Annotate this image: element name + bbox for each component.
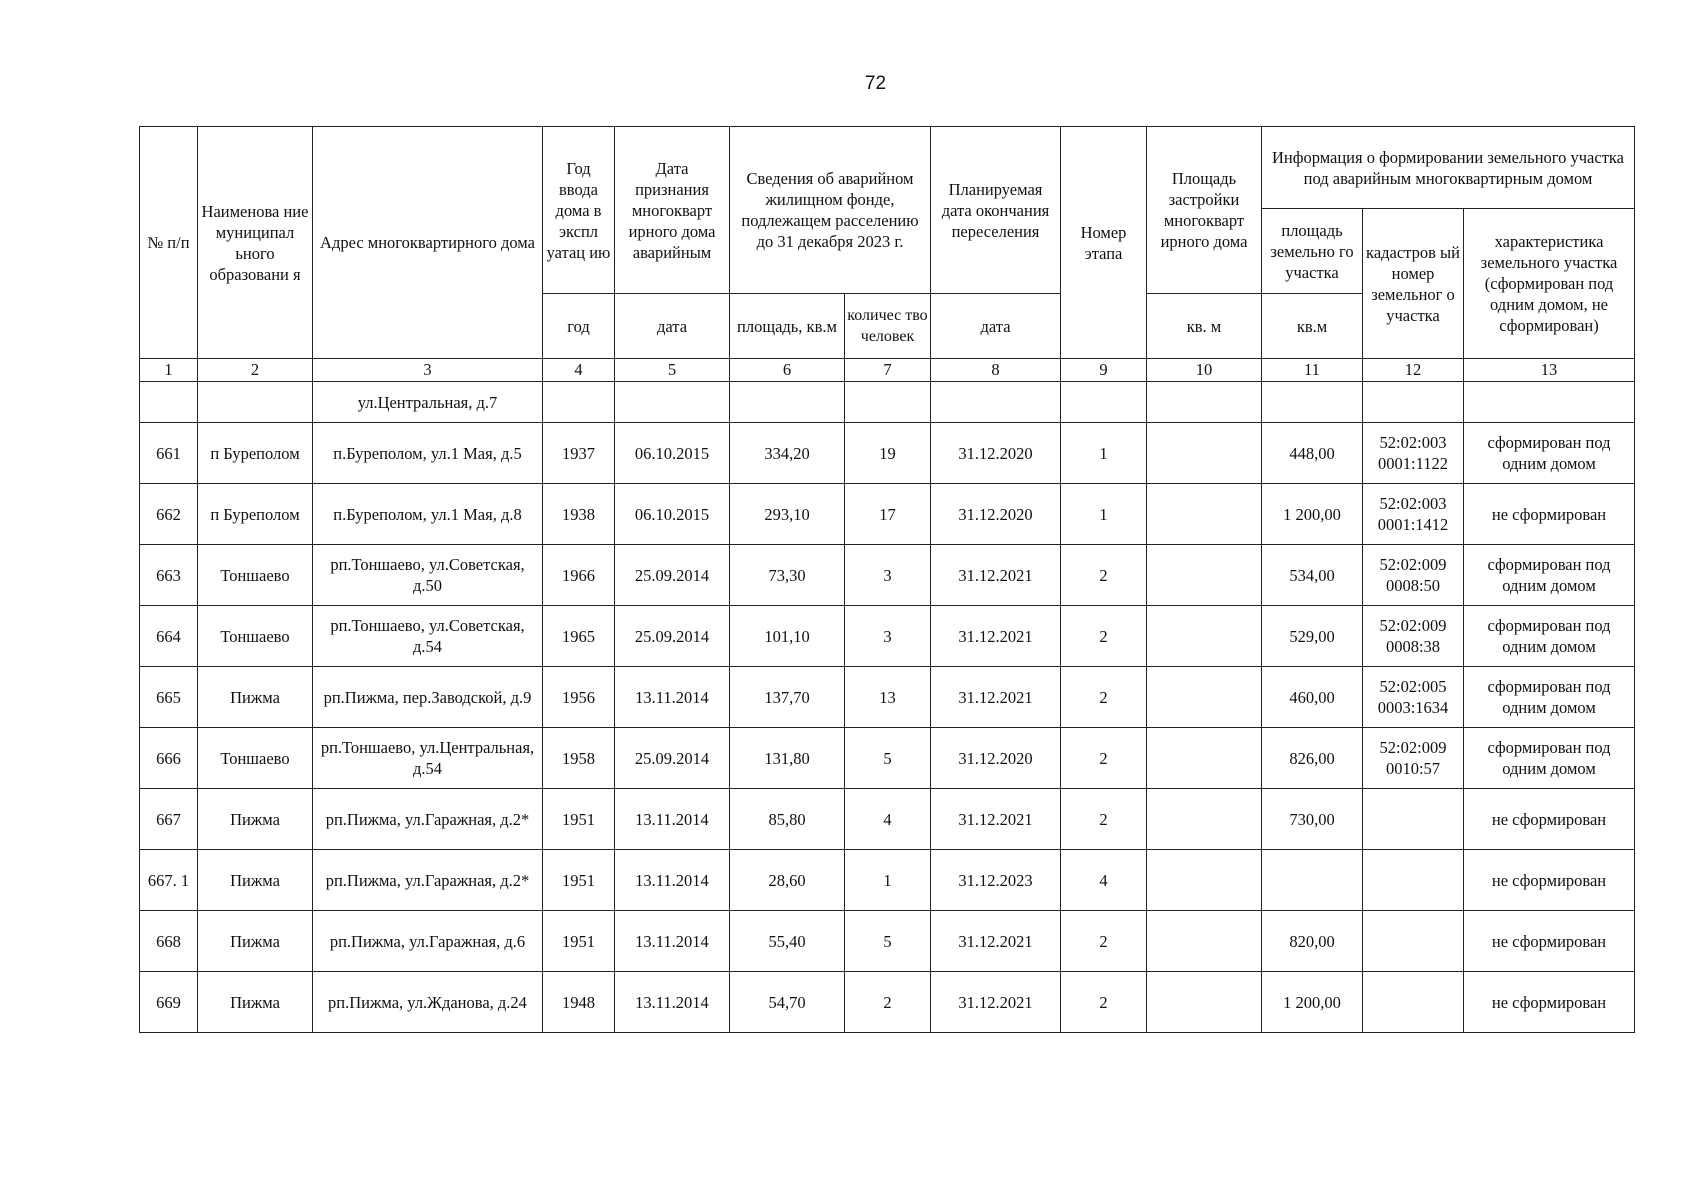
cell-people: 13 (845, 667, 931, 728)
cell-built-area (1147, 423, 1262, 484)
continuation-row (140, 382, 1635, 423)
header-fund-info: Сведения об аварийном жилищном фонде, подлежащем расселению до 31 декабря 2023 г. (730, 127, 931, 294)
cell-year: 1937 (543, 423, 615, 484)
cell-stage: 2 (1061, 667, 1147, 728)
cell-year: 1966 (543, 545, 615, 606)
cell-cadastral-number: 52:02:005 0003:1634 (1363, 667, 1464, 728)
cell-row-number: 669 (140, 972, 198, 1033)
cell-land-characteristic: не сформирован (1464, 911, 1635, 972)
cell-built-area (1147, 972, 1262, 1033)
page-number: 72 (864, 73, 887, 94)
cell-row-number: 661 (140, 423, 198, 484)
cell-address: п.Буреполом, ул.1 Мая, д.8 (313, 484, 543, 545)
cell-planned-date: 31.12.2021 (931, 606, 1061, 667)
cell-planned-date: 31.12.2021 (931, 667, 1061, 728)
table-row (140, 972, 1635, 1033)
header-stage: Номер этапа (1061, 127, 1147, 359)
column-number: 3 (313, 359, 543, 382)
cell-recognition-date: 13.11.2014 (615, 911, 730, 972)
cell-row-number: 666 (140, 728, 198, 789)
header-planned-date: Планируемая дата окончания переселения (931, 127, 1061, 294)
cell-cadastral-number (1363, 789, 1464, 850)
cell-stage: 2 (1061, 911, 1147, 972)
cell-planned-date: 31.12.2021 (931, 972, 1061, 1033)
cell-area: 131,80 (730, 728, 845, 789)
cell-stage: 1 (1061, 423, 1147, 484)
column-number: 4 (543, 359, 615, 382)
cell-people: 4 (845, 789, 931, 850)
column-number: 2 (198, 359, 313, 382)
header-address: Адрес многоквартирного дома (313, 127, 543, 359)
cell-municipality: Пижма (198, 789, 313, 850)
cell-planned-date: 31.12.2023 (931, 850, 1061, 911)
cell-people: 5 (845, 728, 931, 789)
cell-municipality: п Буреполом (198, 423, 313, 484)
cell-row-number: 667. 1 (140, 850, 198, 911)
header-recognition-date: Дата признания многокварт ирного дома аварийным (615, 127, 730, 294)
cell-planned-date: 31.12.2021 (931, 545, 1061, 606)
cell-land-characteristic: сформирован под одним домом (1464, 423, 1635, 484)
cell-land-characteristic: сформирован под одним домом (1464, 728, 1635, 789)
cell-row-number: 664 (140, 606, 198, 667)
cell-municipality: Тоншаево (198, 545, 313, 606)
column-number: 7 (845, 359, 931, 382)
cell-recognition-date: 25.09.2014 (615, 545, 730, 606)
cell-built-area (1147, 484, 1262, 545)
cell-area: 137,70 (730, 667, 845, 728)
cell-year: 1948 (543, 972, 615, 1033)
cell-stage: 2 (1061, 972, 1147, 1033)
cell-land-characteristic: сформирован под одним домом (1464, 606, 1635, 667)
cell-cadastral-number: 52:02:009 0010:57 (1363, 728, 1464, 789)
cell-land-area: 820,00 (1262, 911, 1363, 972)
column-number: 1 (140, 359, 198, 382)
cell-municipality: Пижма (198, 972, 313, 1033)
cell-year: 1938 (543, 484, 615, 545)
cell-row-number: 667 (140, 789, 198, 850)
cell-cadastral-number (1363, 972, 1464, 1033)
table-row (140, 911, 1635, 972)
header-municipality: Наименова ние муниципал ьного образовани я (198, 127, 313, 359)
unit-planned-date: дата (931, 294, 1061, 359)
resettlement-table (139, 126, 1635, 1033)
column-number: 12 (1363, 359, 1464, 382)
cell-built-area (1147, 545, 1262, 606)
cell-stage: 2 (1061, 606, 1147, 667)
cell-built-area (1147, 728, 1262, 789)
cell-address: рп.Пижма, ул.Гаражная, д.2* (313, 850, 543, 911)
header-land-characteristic: характеристика земельного участка (сформирован под одним домом, не сформирован) (1464, 209, 1635, 359)
cell-address: рп.Тоншаево, ул.Советская, д.50 (313, 545, 543, 606)
cell-planned-date: 31.12.2021 (931, 789, 1061, 850)
cell-area: 85,80 (730, 789, 845, 850)
unit-date: дата (615, 294, 730, 359)
header-num: № п/п (140, 127, 198, 359)
cell-area: 293,10 (730, 484, 845, 545)
column-number: 6 (730, 359, 845, 382)
cell-recognition-date: 25.09.2014 (615, 728, 730, 789)
cell-address: рп.Тоншаево, ул.Центральная, д.54 (313, 728, 543, 789)
column-number: 13 (1464, 359, 1635, 382)
unit-built-sqm: кв. м (1147, 294, 1262, 359)
cell-land-characteristic: не сформирован (1464, 484, 1635, 545)
cell-stage: 4 (1061, 850, 1147, 911)
table-row (140, 728, 1635, 789)
cell-people: 3 (845, 606, 931, 667)
cell-year: 1951 (543, 911, 615, 972)
table-row (140, 789, 1635, 850)
cell-year: 1958 (543, 728, 615, 789)
cell-area: 55,40 (730, 911, 845, 972)
cell-area: 334,20 (730, 423, 845, 484)
table-row (140, 606, 1635, 667)
cell-cadastral-number: 52:02:009 0008:50 (1363, 545, 1464, 606)
cell-land-area: 534,00 (1262, 545, 1363, 606)
unit-year: год (543, 294, 615, 359)
cell-people: 5 (845, 911, 931, 972)
cell-area: 54,70 (730, 972, 845, 1033)
cell-municipality: Тоншаево (198, 728, 313, 789)
cell-people: 17 (845, 484, 931, 545)
cell-land-area: 460,00 (1262, 667, 1363, 728)
cell-land-characteristic: не сформирован (1464, 972, 1635, 1033)
cell-recognition-date: 13.11.2014 (615, 972, 730, 1033)
table-row (140, 850, 1635, 911)
unit-people: количес тво человек (845, 294, 931, 359)
cell-year: 1956 (543, 667, 615, 728)
header-built-area: Площадь застройки многокварт ирного дома (1147, 127, 1262, 294)
cell-planned-date: 31.12.2020 (931, 484, 1061, 545)
unit-land-sqm: кв.м (1262, 294, 1363, 359)
column-number: 9 (1061, 359, 1147, 382)
cell-year: 1965 (543, 606, 615, 667)
header-year: Год ввода дома в экспл уатац ию (543, 127, 615, 294)
cell-address: рп.Пижма, ул.Гаражная, д.6 (313, 911, 543, 972)
cell-cadastral-number (1363, 911, 1464, 972)
cell-area: 101,10 (730, 606, 845, 667)
cell-people: 19 (845, 423, 931, 484)
cell-cadastral-number: 52:02:009 0008:38 (1363, 606, 1464, 667)
cell-row-number: 662 (140, 484, 198, 545)
cell-stage: 2 (1061, 728, 1147, 789)
cell-stage: 2 (1061, 545, 1147, 606)
cell-stage: 2 (1061, 789, 1147, 850)
cell-planned-date: 31.12.2020 (931, 728, 1061, 789)
cell-land-characteristic: сформирован под одним домом (1464, 667, 1635, 728)
cell-recognition-date: 13.11.2014 (615, 850, 730, 911)
cell-address: рп.Тоншаево, ул.Советская, д.54 (313, 606, 543, 667)
cell-land-area: 1 200,00 (1262, 972, 1363, 1033)
cell-land-area: 826,00 (1262, 728, 1363, 789)
cell-recognition-date: 06.10.2015 (615, 423, 730, 484)
continuation-address: ул.Центральная, д.7 (313, 382, 543, 423)
cell-cadastral-number (1363, 850, 1464, 911)
cell-municipality: п Буреполом (198, 484, 313, 545)
cell-year: 1951 (543, 850, 615, 911)
cell-built-area (1147, 667, 1262, 728)
unit-area: площадь, кв.м (730, 294, 845, 359)
header-cadastral: кадастров ый номер земельног о участка (1363, 209, 1464, 359)
column-number: 8 (931, 359, 1061, 382)
cell-land-area: 1 200,00 (1262, 484, 1363, 545)
cell-planned-date: 31.12.2020 (931, 423, 1061, 484)
cell-cadastral-number: 52:02:003 0001:1122 (1363, 423, 1464, 484)
table-row (140, 484, 1635, 545)
cell-area: 73,30 (730, 545, 845, 606)
cell-recognition-date: 06.10.2015 (615, 484, 730, 545)
cell-people: 1 (845, 850, 931, 911)
cell-address: п.Буреполом, ул.1 Мая, д.5 (313, 423, 543, 484)
column-number: 5 (615, 359, 730, 382)
cell-land-area: 730,00 (1262, 789, 1363, 850)
cell-people: 2 (845, 972, 931, 1033)
cell-land-area: 448,00 (1262, 423, 1363, 484)
cell-municipality: Пижма (198, 911, 313, 972)
cell-land-characteristic: не сформирован (1464, 789, 1635, 850)
cell-recognition-date: 25.09.2014 (615, 606, 730, 667)
cell-people: 3 (845, 545, 931, 606)
cell-built-area (1147, 911, 1262, 972)
table-row (140, 545, 1635, 606)
cell-built-area (1147, 606, 1262, 667)
cell-cadastral-number: 52:02:003 0001:1412 (1363, 484, 1464, 545)
header-land-area: площадь земельно го участка (1262, 209, 1363, 294)
cell-row-number: 663 (140, 545, 198, 606)
column-numbers-row (140, 359, 1635, 382)
cell-address: рп.Пижма, пер.Заводской, д.9 (313, 667, 543, 728)
cell-municipality: Тоншаево (198, 606, 313, 667)
cell-row-number: 665 (140, 667, 198, 728)
table-row (140, 667, 1635, 728)
cell-municipality: Пижма (198, 667, 313, 728)
cell-row-number: 668 (140, 911, 198, 972)
cell-year: 1951 (543, 789, 615, 850)
cell-area: 28,60 (730, 850, 845, 911)
cell-planned-date: 31.12.2021 (931, 911, 1061, 972)
cell-built-area (1147, 789, 1262, 850)
column-number: 11 (1262, 359, 1363, 382)
cell-land-area: 529,00 (1262, 606, 1363, 667)
table-row (140, 423, 1635, 484)
cell-built-area (1147, 850, 1262, 911)
column-number: 10 (1147, 359, 1262, 382)
cell-land-characteristic: сформирован под одним домом (1464, 545, 1635, 606)
cell-land-area (1262, 850, 1363, 911)
cell-address: рп.Пижма, ул.Гаражная, д.2* (313, 789, 543, 850)
cell-municipality: Пижма (198, 850, 313, 911)
header-land-info: Информация о формировании земельного участка под аварийным многоквартирным домом (1262, 127, 1635, 209)
cell-recognition-date: 13.11.2014 (615, 667, 730, 728)
cell-address: рп.Пижма, ул.Жданова, д.24 (313, 972, 543, 1033)
cell-stage: 1 (1061, 484, 1147, 545)
cell-recognition-date: 13.11.2014 (615, 789, 730, 850)
cell-land-characteristic: не сформирован (1464, 850, 1635, 911)
